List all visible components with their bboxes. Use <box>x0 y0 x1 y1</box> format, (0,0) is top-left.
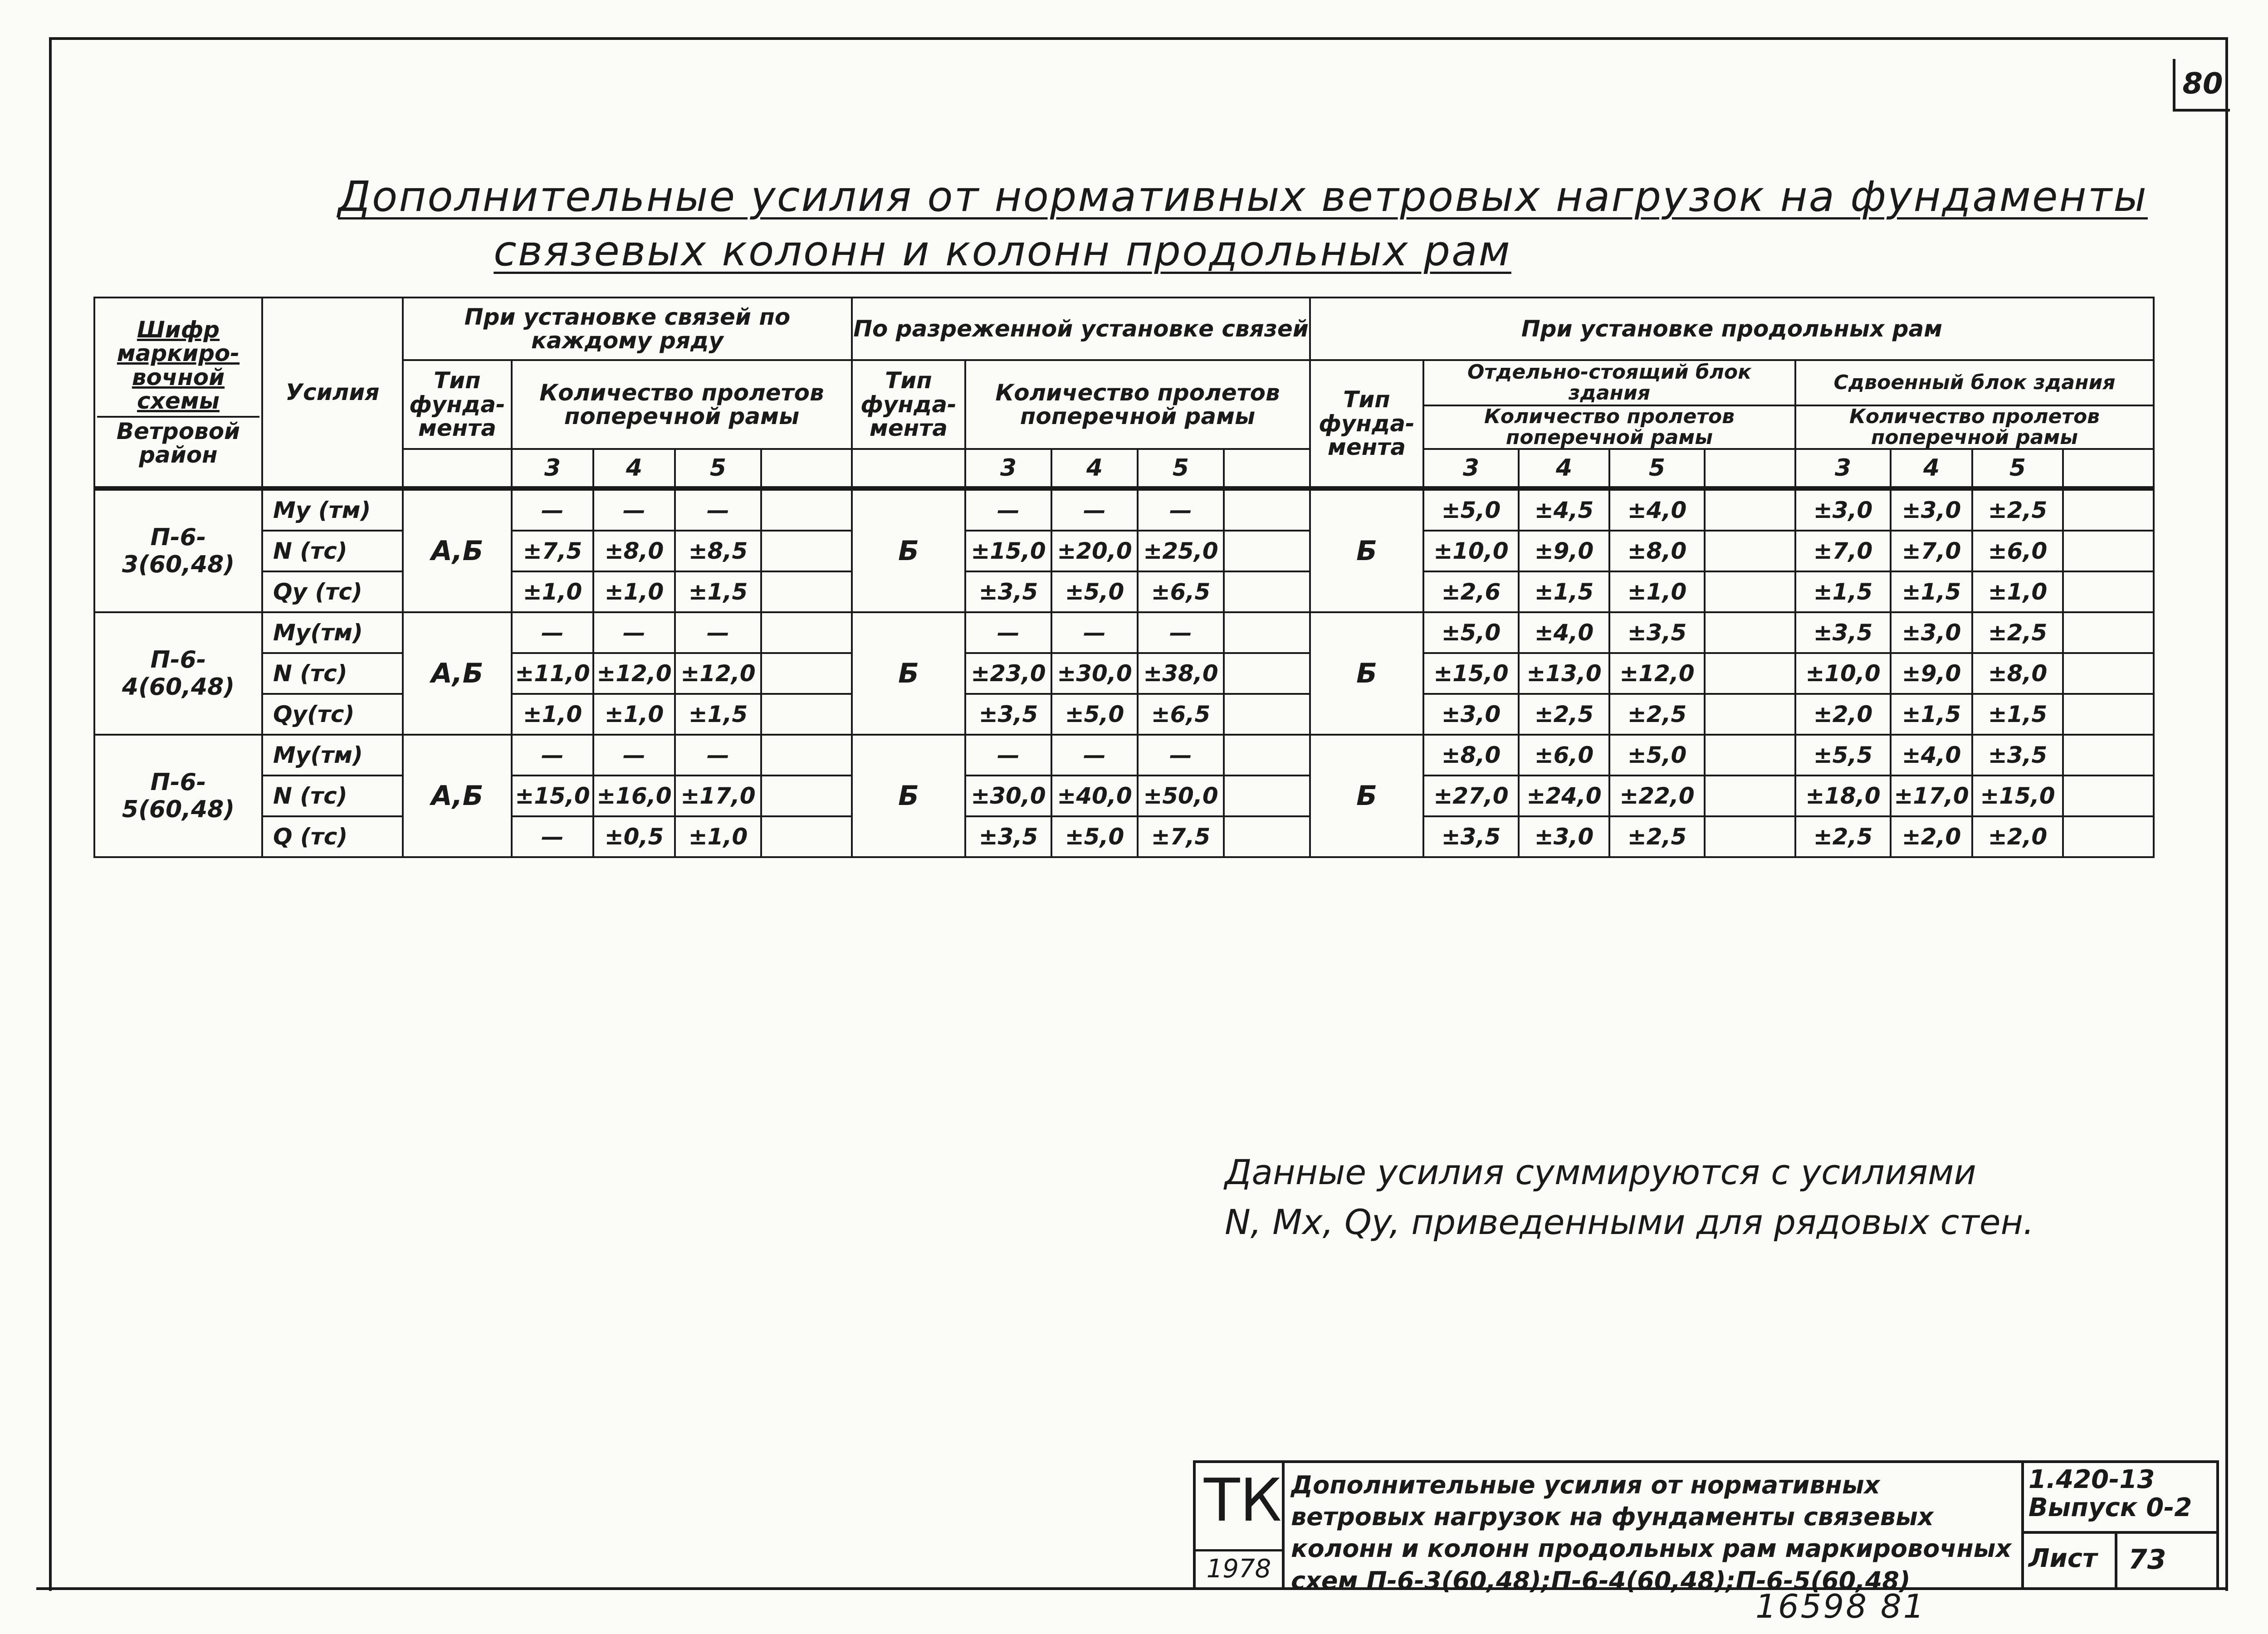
value-cell: — <box>1138 735 1224 776</box>
value-cell: ±6,5 <box>1138 571 1224 612</box>
sheet-divider <box>2115 1534 2117 1590</box>
empty-cell <box>1224 531 1310 571</box>
foundation-type-cell: Б <box>1310 488 1423 612</box>
value-cell: ±3,0 <box>1891 488 1972 531</box>
title-line-1 <box>104 172 2268 221</box>
value-cell: ±7,5 <box>1138 816 1224 857</box>
g1-span-5: 5 <box>675 449 761 488</box>
value-cell: — <box>593 612 675 653</box>
foundation-type-cell: А,Б <box>403 612 512 735</box>
empty-cell <box>1705 735 1795 776</box>
value-cell: ±3,0 <box>1519 816 1609 857</box>
empty-cell <box>1224 776 1310 816</box>
group1-header: При установке связей по каждому ряду <box>403 298 852 360</box>
empty-cell <box>2063 694 2154 735</box>
value-cell: — <box>1051 612 1138 653</box>
empty-cell <box>2063 653 2154 694</box>
foundation-type-cell: Б <box>852 488 965 612</box>
value-cell: — <box>1138 612 1224 653</box>
value-cell: ±2,5 <box>1609 694 1705 735</box>
foundation-type-cell: Б <box>852 612 965 735</box>
empty-cell <box>1705 694 1795 735</box>
value-cell: — <box>593 488 675 531</box>
value-cell: ±18,0 <box>1795 776 1891 816</box>
empty-cell <box>761 653 852 694</box>
table-body <box>94 488 2154 857</box>
scheme-code-cell: П-6-4(60,48) <box>94 612 262 735</box>
sheet-value: 73 <box>2128 1544 2166 1575</box>
value-cell: ±4,5 <box>1519 488 1609 531</box>
g2-type-cont <box>852 449 965 488</box>
value-cell: ±9,0 <box>1891 653 1972 694</box>
value-cell: ±2,5 <box>1795 816 1891 857</box>
value-cell: ±7,0 <box>1891 531 1972 571</box>
value-cell: ±5,0 <box>1423 612 1519 653</box>
empty-cell <box>761 776 852 816</box>
value-cell: — <box>1138 488 1224 531</box>
value-cell: ±5,5 <box>1795 735 1891 776</box>
value-cell: ±12,0 <box>593 653 675 694</box>
g2-type-header: Тип фунда- мента <box>852 360 965 449</box>
force-cell: My (тм) <box>262 488 403 531</box>
value-cell: ±15,0 <box>1972 776 2063 816</box>
value-cell: ±38,0 <box>1138 653 1224 694</box>
g2-span-3: 3 <box>965 449 1051 488</box>
value-cell: ±1,0 <box>512 571 593 612</box>
foundation-type-cell: Б <box>1310 735 1423 857</box>
value-cell: ±0,5 <box>593 816 675 857</box>
value-cell: ±2,5 <box>1972 612 2063 653</box>
value-cell: ±8,0 <box>1423 735 1519 776</box>
value-cell: ±5,0 <box>1609 735 1705 776</box>
title-block <box>1193 1460 2219 1595</box>
value-cell: ±2,5 <box>1519 694 1609 735</box>
g1-span-empty <box>761 449 852 488</box>
value-cell: — <box>512 488 593 531</box>
standalone-span-header: Количество пролетов поперечной рамы <box>1423 405 1795 449</box>
empty-cell <box>2063 612 2154 653</box>
empty-cell <box>761 488 852 531</box>
value-cell: ±1,0 <box>1609 571 1705 612</box>
value-cell: ±4,0 <box>1609 488 1705 531</box>
value-cell: — <box>965 488 1051 531</box>
empty-cell <box>1224 488 1310 531</box>
empty-cell <box>1705 653 1795 694</box>
note <box>1225 1147 2034 1247</box>
note-line-1: Данные усилия суммируются с усилиями <box>1225 1152 1976 1192</box>
empty-cell <box>1224 694 1310 735</box>
value-cell: ±1,0 <box>675 816 761 857</box>
g2-span-empty <box>1224 449 1310 488</box>
foundation-type-cell: Б <box>852 735 965 857</box>
table-row <box>94 735 2154 776</box>
group2-header: По разреженной установке связей <box>852 298 1310 360</box>
value-cell: ±8,5 <box>675 531 761 571</box>
value-cell: — <box>512 612 593 653</box>
value-cell: — <box>675 488 761 531</box>
empty-cell <box>1705 488 1795 531</box>
value-cell: ±5,0 <box>1051 816 1138 857</box>
value-cell: ±3,5 <box>965 816 1051 857</box>
value-cell: ±1,0 <box>593 694 675 735</box>
value-cell: ±2,6 <box>1423 571 1519 612</box>
g2-span-4: 4 <box>1051 449 1138 488</box>
value-cell: ±17,0 <box>1891 776 1972 816</box>
value-cell: — <box>512 735 593 776</box>
value-cell: ±16,0 <box>593 776 675 816</box>
value-cell: ±1,0 <box>1972 571 2063 612</box>
force-cell: Q (тс) <box>262 816 403 857</box>
value-cell: ±1,5 <box>1891 694 1972 735</box>
g3a-span-empty <box>1705 449 1795 488</box>
value-cell: ±1,0 <box>512 694 593 735</box>
value-cell: ±3,0 <box>1891 612 1972 653</box>
value-cell: ±8,0 <box>1609 531 1705 571</box>
empty-cell <box>2063 776 2154 816</box>
value-cell: ±2,0 <box>1972 816 2063 857</box>
empty-cell <box>1224 735 1310 776</box>
empty-cell <box>761 571 852 612</box>
force-cell: My(тм) <box>262 612 403 653</box>
twin-block-header: Сдвоенный блок здания <box>1795 360 2154 405</box>
value-cell: ±2,5 <box>1972 488 2063 531</box>
value-cell: ±5,0 <box>1051 694 1138 735</box>
value-cell: ±40,0 <box>1051 776 1138 816</box>
g1-span-3: 3 <box>512 449 593 488</box>
value-cell: ±3,0 <box>1795 488 1891 531</box>
stamp-year: 1978 <box>1196 1549 1282 1584</box>
g1-type-cont <box>403 449 512 488</box>
value-cell: — <box>593 735 675 776</box>
foundation-type-cell: Б <box>1310 612 1423 735</box>
value-cell: — <box>675 612 761 653</box>
value-cell: ±1,0 <box>593 571 675 612</box>
value-cell: ±17,0 <box>675 776 761 816</box>
value-cell: ±1,5 <box>1519 571 1609 612</box>
empty-cell <box>1705 816 1795 857</box>
tk-logo-text: ТК <box>1204 1466 1282 1535</box>
value-cell: ±1,5 <box>1795 571 1891 612</box>
value-cell: ±8,0 <box>1972 653 2063 694</box>
sheet-row <box>2024 1531 2216 1590</box>
empty-cell <box>2063 735 2154 776</box>
cipher-header-top: Шифр маркиро- вочной схемы <box>117 316 240 415</box>
note-line-2: N, Mx, Qy, приведенными для рядовых стен. <box>1225 1202 2034 1243</box>
g3b-span-4: 4 <box>1891 449 1972 488</box>
g1-span-header: Количество пролетов поперечной рамы <box>512 360 852 449</box>
empty-cell <box>761 612 852 653</box>
empty-cell <box>1224 571 1310 612</box>
value-cell: — <box>675 735 761 776</box>
g3a-span-3: 3 <box>1423 449 1519 488</box>
value-cell: ±1,5 <box>1891 571 1972 612</box>
g3a-span-4: 4 <box>1519 449 1609 488</box>
foundation-type-cell: А,Б <box>403 735 512 857</box>
value-cell: ±4,0 <box>1519 612 1609 653</box>
value-cell: ±15,0 <box>1423 653 1519 694</box>
empty-cell <box>1224 612 1310 653</box>
force-cell: N (тс) <box>262 776 403 816</box>
stamp-doc-number <box>2028 1466 2192 1522</box>
doc-number: 1.420-13 <box>2028 1465 2155 1494</box>
g3a-span-5: 5 <box>1609 449 1705 488</box>
empty-cell <box>1705 571 1795 612</box>
footer-numbers: 16598 81 <box>1755 1587 1926 1625</box>
value-cell: — <box>965 735 1051 776</box>
value-cell: ±20,0 <box>1051 531 1138 571</box>
cipher-header-bottom: Ветровой район <box>97 416 259 467</box>
g1-type-header: Тип фунда- мента <box>403 360 512 449</box>
value-cell: — <box>1051 488 1138 531</box>
empty-cell <box>761 531 852 571</box>
empty-cell <box>1705 531 1795 571</box>
g2-span-header: Количество пролетов поперечной рамы <box>965 360 1310 449</box>
forces-header: Усилия <box>262 298 403 488</box>
value-cell: — <box>965 612 1051 653</box>
empty-cell <box>2063 488 2154 531</box>
value-cell: ±5,0 <box>1051 571 1138 612</box>
value-cell: ±1,5 <box>675 571 761 612</box>
scheme-code-cell: П-6-3(60,48) <box>94 488 262 612</box>
scheme-code-cell: П-6-5(60,48) <box>94 735 262 857</box>
empty-cell <box>761 694 852 735</box>
value-cell: ±13,0 <box>1519 653 1609 694</box>
value-cell: ±24,0 <box>1519 776 1609 816</box>
value-cell: ±30,0 <box>965 776 1051 816</box>
empty-cell <box>2063 531 2154 571</box>
value-cell: ±3,5 <box>1972 735 2063 776</box>
g2-span-5: 5 <box>1138 449 1224 488</box>
doc-issue: Выпуск 0-2 <box>2028 1493 2192 1522</box>
value-cell: ±15,0 <box>965 531 1051 571</box>
empty-cell <box>761 816 852 857</box>
value-cell: ±3,5 <box>965 571 1051 612</box>
g1-span-4: 4 <box>593 449 675 488</box>
tk-logo <box>1196 1463 1285 1587</box>
table-row <box>94 612 2154 653</box>
sheet-label: Лист <box>2028 1544 2097 1573</box>
value-cell: ±4,0 <box>1891 735 1972 776</box>
stamp-description: Дополнительные усилия от нормативных ветровых нагрузок на фундаменты связевых колонн и колонн продольных рам маркировочных схем П-6-3(60,48);П-6-4(60,48);П-6-5(60,48) <box>1291 1471 2012 1595</box>
value-cell: ±1,5 <box>675 694 761 735</box>
value-cell: ±2,0 <box>1795 694 1891 735</box>
value-cell: — <box>1051 735 1138 776</box>
cipher-header <box>94 298 262 488</box>
group3-header: При установке продольных рам <box>1310 298 2154 360</box>
value-cell: ±23,0 <box>965 653 1051 694</box>
page-number: 80 <box>2173 59 2230 112</box>
force-cell: Qy (тс) <box>262 571 403 612</box>
value-cell: ±5,0 <box>1423 488 1519 531</box>
standalone-block-header: Отдельно-стоящий блок здания <box>1423 360 1795 405</box>
g3b-span-empty <box>2063 449 2154 488</box>
force-cell: N (тс) <box>262 653 403 694</box>
value-cell: ±6,0 <box>1519 735 1609 776</box>
force-cell: Qy(тс) <box>262 694 403 735</box>
value-cell: ±3,5 <box>965 694 1051 735</box>
value-cell: ±9,0 <box>1519 531 1609 571</box>
forces-table <box>93 297 2155 858</box>
value-cell: ±3,0 <box>1423 694 1519 735</box>
value-cell: ±2,0 <box>1891 816 1972 857</box>
g3b-span-3: 3 <box>1795 449 1891 488</box>
twin-span-header: Количество пролетов поперечной рамы <box>1795 405 2154 449</box>
g3b-span-5: 5 <box>1972 449 2063 488</box>
value-cell: ±12,0 <box>675 653 761 694</box>
value-cell: ±8,0 <box>593 531 675 571</box>
value-cell: ±1,5 <box>1972 694 2063 735</box>
empty-cell <box>1705 776 1795 816</box>
value-cell: ±7,0 <box>1795 531 1891 571</box>
value-cell: ±3,5 <box>1423 816 1519 857</box>
value-cell: ±30,0 <box>1051 653 1138 694</box>
empty-cell <box>2063 571 2154 612</box>
empty-cell <box>761 735 852 776</box>
value-cell: ±6,5 <box>1138 694 1224 735</box>
value-cell: ±3,5 <box>1795 612 1891 653</box>
force-cell: N (тс) <box>262 531 403 571</box>
empty-cell <box>1224 816 1310 857</box>
value-cell: ±11,0 <box>512 653 593 694</box>
value-cell: — <box>512 816 593 857</box>
value-cell: ±15,0 <box>512 776 593 816</box>
value-cell: ±6,0 <box>1972 531 2063 571</box>
title-line-1-text: Дополнительные усилия от нормативных ветровых нагрузок на фундаменты <box>338 172 2148 221</box>
title-line-2-text: связевых колонн и колонн продольных рам <box>494 227 1511 275</box>
g3-type-header: Тип фунда- мента <box>1310 360 1423 488</box>
value-cell: ±12,0 <box>1609 653 1705 694</box>
value-cell: ±2,5 <box>1609 816 1705 857</box>
value-cell: ±10,0 <box>1795 653 1891 694</box>
value-cell: ±50,0 <box>1138 776 1224 816</box>
stamp-right <box>2021 1463 2216 1587</box>
empty-cell <box>1705 612 1795 653</box>
value-cell: ±25,0 <box>1138 531 1224 571</box>
value-cell: ±27,0 <box>1423 776 1519 816</box>
value-cell: ±10,0 <box>1423 531 1519 571</box>
value-cell: ±7,5 <box>512 531 593 571</box>
empty-cell <box>1224 653 1310 694</box>
foundation-type-cell: А,Б <box>403 488 512 612</box>
table-row <box>94 488 2154 531</box>
force-cell: My(тм) <box>262 735 403 776</box>
value-cell: ±22,0 <box>1609 776 1705 816</box>
value-cell: ±3,5 <box>1609 612 1705 653</box>
empty-cell <box>2063 816 2154 857</box>
title-line-2 <box>0 227 2141 275</box>
